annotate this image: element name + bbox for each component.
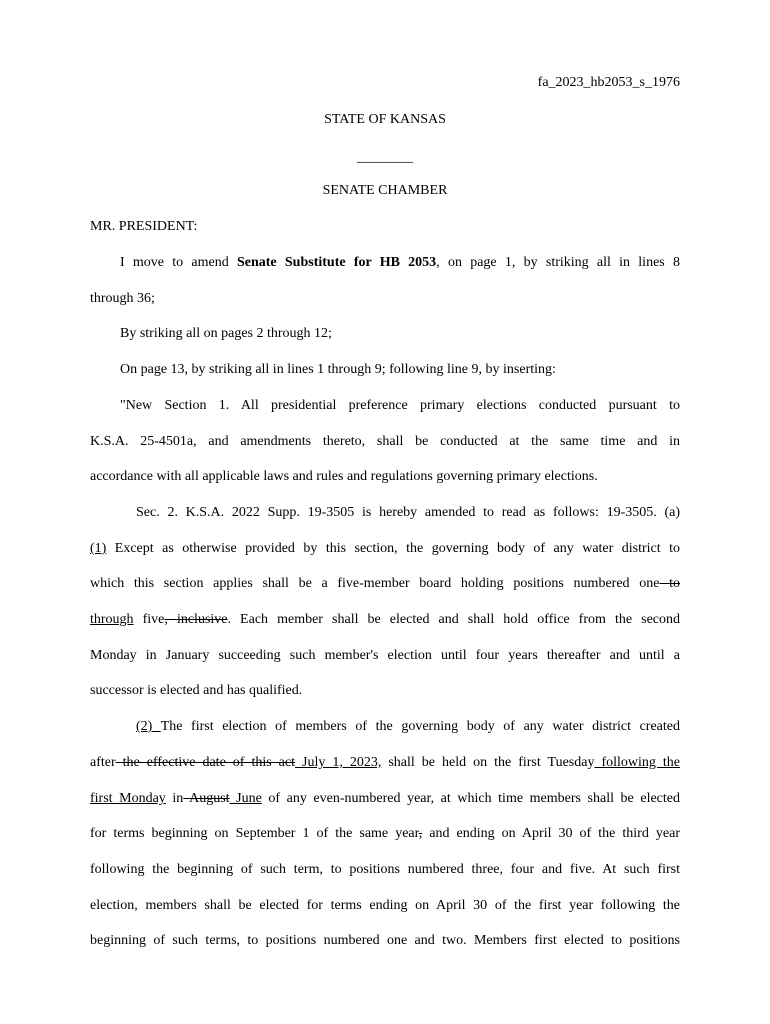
subsection-2-line-3: first Monday in August June of any even-numbered year, at which time members shall be elected (90, 791, 680, 806)
subsection-2-line-1: (2) The first election of members of the governing body of any water district created (136, 719, 680, 734)
salutation: MR. PRESIDENT: (90, 219, 198, 234)
inserted-text: (1) (90, 541, 107, 556)
inserted-text: June (229, 791, 262, 806)
inserted-text: first Monday (90, 791, 166, 806)
striking-pages-line: By striking all on pages 2 through 12; (120, 326, 332, 341)
bill-name: Senate Substitute for HB 2053 (236, 255, 437, 270)
page-13-line: On page 13, by striking all in lines 1 through 9; following line 9, by inserting: (120, 362, 556, 377)
struck-text: , (418, 826, 423, 841)
sec-2-line-1: Sec. 2. K.S.A. 2022 Supp. 19-3505 is hereby amended to read as follows: 19-3505. (a) (136, 505, 680, 520)
sec-2-line-4: through five, inclusive. Each member shall be elected and shall hold office from the second (90, 612, 681, 627)
struck-text: the effective date of this act (115, 755, 295, 770)
struck-text: to (659, 576, 681, 591)
struck-text: August (183, 791, 230, 806)
new-section-1-line-1: "New Section 1. All presidential preference primary elections conducted pursuant to (120, 398, 680, 413)
sec-2-line-6: successor is elected and has qualified. (90, 683, 303, 698)
subsection-2-line-2: after the effective date of this act July 1, 2023, shall be held on the first Tuesday following the (90, 755, 680, 770)
inserted-text: through (90, 612, 134, 627)
chamber-heading: SENATE CHAMBER (322, 183, 448, 198)
subsection-2-line-4: for terms beginning on September 1 of the same year, and ending on April 30 of the third year (90, 826, 680, 841)
inserted-text: July 1, 2023, (295, 755, 382, 770)
motion-line-2: through 36; (90, 291, 155, 306)
state-heading: STATE OF KANSAS (324, 112, 446, 127)
inserted-text: following the (594, 755, 680, 770)
subsection-2-line-7: beginning of such terms, to positions numbered one and two. Members first elected to positions (90, 933, 680, 948)
subsection-2-line-5: following the beginning of such term, to positions numbered three, four and five. At such first (90, 862, 680, 877)
heading-separator: ________ (357, 150, 413, 165)
struck-text: , inclusive (164, 612, 228, 627)
sec-2-line-2: (1) Except as otherwise provided by this section, the governing body of any water district to (90, 541, 680, 556)
new-section-1-line-2: K.S.A. 25-4501a, and amendments thereto, shall be conducted at the same time and in (90, 434, 680, 449)
subsection-2-line-6: election, members shall be elected for terms ending on April 30 of the first year following the (90, 898, 680, 913)
document-id: fa_2023_hb2053_s_1976 (537, 75, 680, 90)
new-section-1-line-3: accordance with all applicable laws and rules and regulations governing primary elections. (90, 469, 598, 484)
motion-line-1: I move to amend Senate Substitute for HB 2053, on page 1, by striking all in lines 8 (120, 255, 680, 270)
sec-2-line-5: Monday in January succeeding such member's election until four years thereafter and until a (90, 648, 680, 663)
inserted-text: (2) (136, 719, 161, 734)
sec-2-line-3: which this section applies shall be a five-member board holding positions numbered one to (90, 576, 681, 591)
